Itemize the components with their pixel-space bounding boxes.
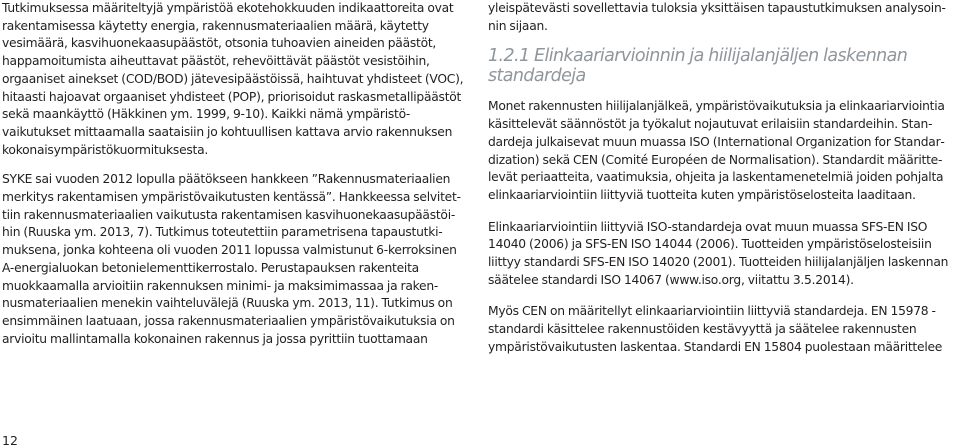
section-heading: 1.2.1 Elinkaariarvioinnin ja hiilijalanjäljen laskennan standardeja (488, 46, 908, 87)
body-paragraph: Myös CEN on määritellyt elinkaariarviointiin liittyviä standardeja. EN 15978 -standardi käsittelee rakennustöiden kestävyyttä ja säätelee rakennusten ympäristövaikutusten laskentaa. Standardi EN 15804 puolestaan määrittelee (488, 304, 943, 354)
page-number: 12 (2, 433, 18, 448)
body-paragraph: Monet rakennusten hiilijalanjälkeä, ympäristövaikutuksia ja elinkaariarviointia käsittelevät säännöstöt ja työkalut nojautuvat erilaisiin standardeihin. Standardeja julkaisevat muun muassa ISO (International Organization for Standardization) sekä CEN (Comité Européen de Normalisation). Standardit määrittelevät periaatteita, vaatimuksia, ohjeita ja laskentamenetelmiä joiden pohjalta elinkaariarviointiin liittyviä tuotteita kuten ympäristöselosteita laaditaan. (488, 99, 945, 202)
body-paragraph: yleispätevästi sovellettavia tuloksia yksittäisen tapaustutkimuksen analysoinnin sijaan. (488, 1, 946, 33)
body-paragraph: Tutkimuksessa määriteltyjä ympäristöä ekotehokkuuden indikaattoreita ovat rakentamisessa käytetty energia, rakennusmateriaalien määrä, käytetty vesimäärä, kasvihuonekaasupäästöt, otsonia tuhoavien aineiden päästöt, happamoitumista aiheuttavat päästöt, rehevöittävät päästöt vesistöihin, orgaaniset ainekset (COD/BOD) jätevesipäästöissä, haihtuvat yhdisteet (VOC), hitaasti hajoavat orgaaniset yhdisteet (POP), priorisoidut raskasmetallipäästöt sekä maankäyttö (Häkkinen ym. 1999, 9-10). Kaikki nämä ympäristövaikutukset mittaamalla saataisiin jo kohtuullisen kattava arvio rakennuksen kokonaisympäristökuormituksesta. (2, 1, 464, 157)
body-paragraph: Elinkaariarviointiin liittyviä ISO-standardeja ovat muun muassa SFS-EN ISO 14040 (2006) ja SFS-EN ISO 14044 (2006). Tuotteiden ympäristöselosteisiin liittyy standardi SFS-EN ISO 14020 (2001). Tuotteiden hiilijalanjäljen laskennan säätelee standardi ISO 14067 (www.iso.org, viitattu 3.5.2014). (488, 219, 949, 287)
left-column (2, 0, 464, 348)
body-paragraph: SYKE sai vuoden 2012 lopulla päätökseen hankkeen ”Rakennusmateriaalien merkitys rakentamisen ympäristövaikutusten kentässä”. Hankkeessa selvitettiin rakennusmateriaalien vaikutusta rakentamisen kasvihuonekaasupäästöihin (Ruuska ym. 2013, 7). Tutkimus toteutettiin parametrisena tapaustutkimuksena, jonka kohteena oli vuoden 2011 lopussa valmistunut 6-kerroksinen A-energialuokan betonielementtikerrostalo. Perustapauksen rakenteita muokkaamalla arvioitiin rakennuksen minimi- ja maksimimassaa ja rakennusmateriaalien menekin vaihteluvälejä (Ruuska ym. 2013, 11). Tutkimus on ensimmäinen laatuaan, jossa rakennusmateriaalien ympäristövaikutuksia on arvioitu mallintamalla kokonainen rakennus ja jossa pyrittiin tuottamaan (2, 172, 461, 346)
right-column (488, 0, 958, 357)
